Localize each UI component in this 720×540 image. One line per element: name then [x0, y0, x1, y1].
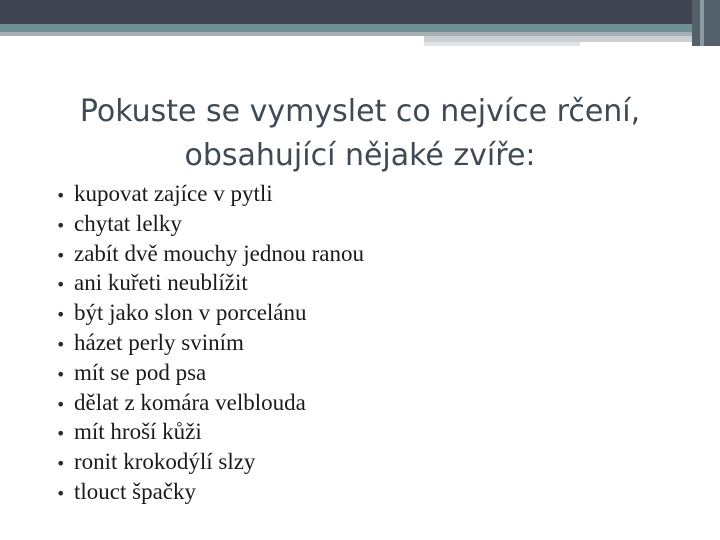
- corner-strip-highlight: [700, 0, 704, 46]
- list-item-text: ronit krokodýlí slzy: [74, 449, 256, 475]
- bullet-icon: •: [56, 215, 66, 235]
- slide-title-line-1: Pokuste se vymyslet co nejvíce rčení,: [79, 94, 641, 129]
- bullet-icon: •: [56, 275, 66, 295]
- slide-title: [40, 90, 680, 178]
- header-accent-bar-light: [424, 42, 580, 46]
- list-item: [56, 299, 656, 329]
- list-item: [56, 210, 656, 240]
- list-item: [56, 359, 656, 389]
- list-item-text: mít hroší kůži: [74, 419, 202, 445]
- list-item-text: dělat z komára velblouda: [74, 389, 306, 415]
- list-item-text: kupovat zajíce v pytli: [74, 181, 273, 206]
- list-item: [56, 418, 656, 448]
- list-item-text: ani kuřeti neublížit: [74, 270, 248, 296]
- bullet-icon: •: [56, 334, 66, 354]
- list-item: [56, 478, 656, 508]
- list-item-text: zabít dvě mouchy jednou ranou: [74, 240, 364, 266]
- list-item-text: tlouct špačky: [74, 478, 196, 504]
- slide-title-line-2: obsahující nějaké zvíře:: [184, 138, 536, 173]
- idiom-list: [56, 180, 656, 508]
- bullet-icon: •: [56, 483, 66, 503]
- bullet-icon: •: [56, 424, 66, 444]
- list-item: [56, 269, 656, 299]
- header-bar-teal: [0, 24, 720, 32]
- list-item: [56, 180, 656, 210]
- list-item: [56, 448, 656, 478]
- list-item-text: mít se pod psa: [74, 359, 207, 385]
- list-item-text: házet perly sviním: [74, 329, 244, 355]
- corner-strip: [692, 0, 720, 46]
- bullet-icon: •: [56, 394, 66, 414]
- list-item-text: chytat lelky: [74, 210, 182, 236]
- bullet-icon: •: [56, 186, 66, 205]
- bullet-icon: •: [56, 305, 66, 325]
- list-item: [56, 329, 656, 359]
- bullet-icon: •: [56, 454, 66, 474]
- list-item: [56, 389, 656, 419]
- bullet-icon: •: [56, 364, 66, 384]
- bullet-icon: •: [56, 245, 66, 265]
- header-bar-dark: [0, 0, 720, 24]
- list-item-text: být jako slon v porcelánu: [74, 300, 307, 326]
- list-item: [56, 240, 656, 270]
